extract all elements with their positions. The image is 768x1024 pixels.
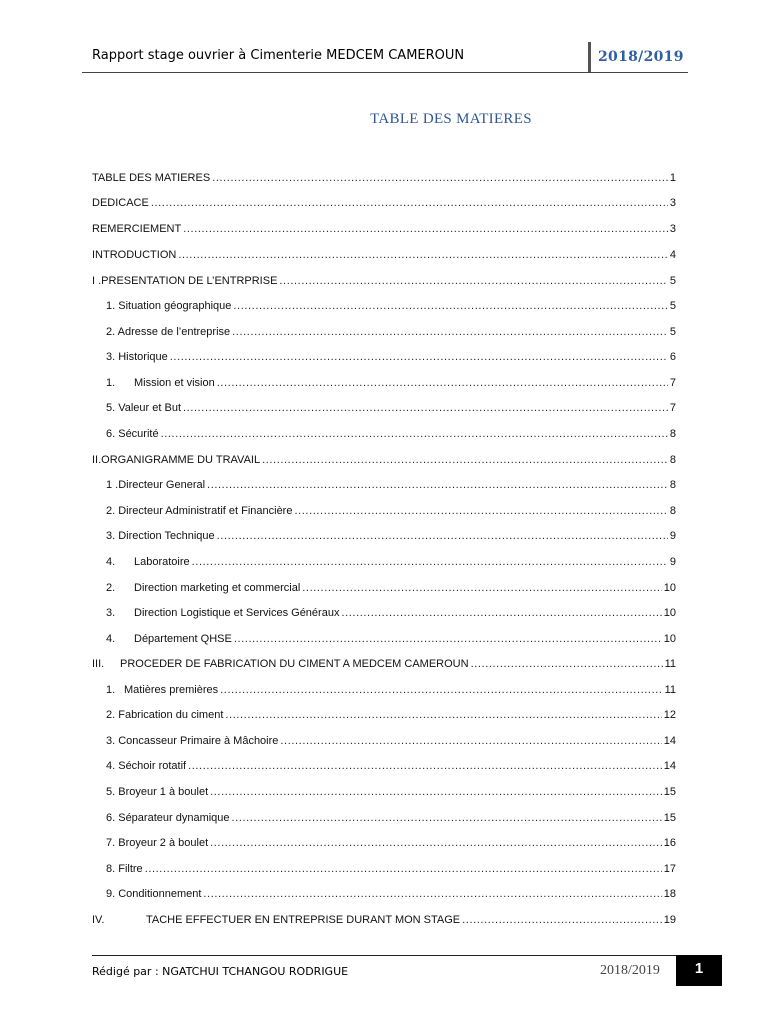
- toc-entry-label: 3. Historique: [106, 351, 168, 363]
- toc-entry[interactable]: [106, 503, 676, 519]
- toc-entry[interactable]: [106, 707, 676, 723]
- toc-entry[interactable]: [106, 810, 676, 826]
- toc-entry-page: 5: [669, 326, 676, 338]
- toc-entry-label: 1. Situation géographique: [106, 300, 232, 312]
- toc-dot-leader: [302, 580, 661, 596]
- toc-entry-label: 6. Sécurité: [106, 428, 159, 440]
- toc-entry[interactable]: [106, 477, 676, 493]
- toc-entry-label: TABLE DES MATIERES: [92, 172, 211, 184]
- toc-entry-page: 10: [663, 607, 676, 619]
- toc-entry-page: 15: [663, 786, 676, 798]
- toc-entry-page: 3: [669, 223, 676, 235]
- toc-dot-leader: [170, 349, 668, 365]
- toc-entry-label: 2. Directeur Administratif et Financière: [106, 505, 293, 517]
- toc-entry-number: III.: [92, 658, 105, 670]
- toc-entry-number: 3.: [106, 607, 116, 619]
- toc-dot-leader: [192, 554, 668, 570]
- toc-entry-page: 6: [669, 351, 676, 363]
- toc-entry[interactable]: [106, 375, 676, 391]
- toc-entry-label: 7. Broyeur 2 à boulet: [106, 837, 209, 849]
- toc-entry-page: 11: [664, 658, 676, 670]
- toc-entry[interactable]: [106, 682, 676, 698]
- toc-entry-page: 12: [663, 709, 676, 721]
- toc-entry-label: Direction Logistique et Services Généraux: [134, 607, 340, 619]
- toc-dot-leader: [207, 477, 668, 493]
- toc-dot-leader: [232, 324, 668, 340]
- header-year: 2018/2019: [598, 49, 684, 65]
- toc-entry-label: 9. Conditionnement: [106, 888, 202, 900]
- toc-entry[interactable]: [106, 605, 676, 621]
- toc-dot-leader: [462, 912, 662, 928]
- toc-entry[interactable]: [92, 195, 676, 211]
- toc-dot-leader: [471, 656, 663, 672]
- toc-entry-label: 1 .Directeur General: [106, 479, 206, 491]
- toc-entry-number: 4.: [106, 633, 116, 645]
- footer-rule: [92, 955, 676, 956]
- toc-entry-label: I .PRESENTATION DE L’ENTRPRISE: [92, 275, 278, 287]
- toc-dot-leader: [262, 452, 668, 468]
- toc-entry[interactable]: [106, 733, 676, 749]
- toc-entry-label: 6. Séparateur dynamique: [106, 812, 230, 824]
- toc-entry-page: 15: [663, 812, 676, 824]
- toc-entry-page: 11: [664, 684, 676, 696]
- toc-entry-label: TACHE EFFECTUER EN ENTREPRISE DURANT MON STAGE: [146, 914, 461, 926]
- toc-entry-number: 4.: [106, 556, 116, 568]
- toc-dot-leader: [234, 631, 662, 647]
- toc-dot-leader: [151, 195, 668, 211]
- toc-entry-page: 1: [669, 172, 676, 184]
- toc-dot-leader: [203, 886, 661, 902]
- toc-entry[interactable]: [92, 221, 676, 237]
- toc-entry-page: 7: [669, 377, 676, 389]
- toc-entry-label: REMERCIEMENT: [92, 223, 182, 235]
- toc-entry-label: Direction marketing et commercial: [134, 582, 301, 594]
- toc-entry-number: 1.: [106, 377, 116, 389]
- toc-entry-page: 18: [663, 888, 676, 900]
- toc-dot-leader: [212, 170, 668, 186]
- toc-entry-label: PROCEDER DE FABRICATION DU CIMENT A MEDCEM CAMEROUN: [120, 658, 469, 670]
- toc-entry-label: 3. Direction Technique: [106, 530, 215, 542]
- toc-entry-number: 2.: [106, 582, 116, 594]
- toc-entry-label: 4. Séchoir rotatif: [106, 760, 187, 772]
- toc-entry-label: 5. Valeur et But: [106, 402, 182, 414]
- toc-dot-leader: [210, 835, 662, 851]
- toc-entry[interactable]: [92, 912, 676, 928]
- header-title: Rapport stage ouvrier à Cimenterie MEDCEM CAMEROUN: [92, 48, 465, 63]
- toc-dot-leader: [161, 426, 668, 442]
- toc-entry-page: 9: [669, 556, 676, 568]
- page-number: 1: [676, 955, 722, 986]
- toc-entry[interactable]: [106, 528, 676, 544]
- toc-entry-page: 8: [669, 428, 676, 440]
- toc-entry[interactable]: [92, 656, 676, 672]
- toc-entry-label: Matières premières: [124, 684, 219, 696]
- toc-entry-label: Mission et vision: [134, 377, 215, 389]
- toc-entry-page: 19: [663, 914, 676, 926]
- toc-entry[interactable]: [106, 580, 676, 596]
- header-separator: [588, 42, 591, 73]
- toc-entry[interactable]: [92, 247, 676, 263]
- toc-entry-label: 2. Fabrication du ciment: [106, 709, 224, 721]
- toc-entry-page: 3: [669, 197, 676, 209]
- toc-entry-label: INTRODUCTION: [92, 249, 177, 261]
- toc-entry-page: 5: [669, 275, 676, 287]
- toc-dot-leader: [217, 375, 668, 391]
- toc-entry-page: 10: [663, 582, 676, 594]
- toc-entry-label: DEDICACE: [92, 197, 149, 209]
- toc-entry-label: Département QHSE: [134, 633, 232, 645]
- toc-entry[interactable]: [106, 886, 676, 902]
- toc-entry-label: 5. Broyeur 1 à boulet: [106, 786, 209, 798]
- toc-entry-page: 8: [669, 505, 676, 517]
- toc-entry[interactable]: [106, 426, 676, 442]
- toc-dot-leader: [294, 503, 667, 519]
- toc-entry[interactable]: [106, 861, 676, 877]
- toc-entry-page: 16: [663, 837, 676, 849]
- header-rule: [82, 72, 688, 73]
- toc-entry-page: 14: [663, 735, 676, 747]
- toc-dot-leader: [188, 758, 662, 774]
- footer-author: Rédigé par : NGATCHUI TCHANGOU RODRIGUE: [92, 965, 349, 978]
- toc-dot-leader: [279, 273, 667, 289]
- toc-entry-label: 8. Filtre: [106, 863, 143, 875]
- toc-entry-label: II.ORGANIGRAMME DU TRAVAIL: [92, 454, 261, 466]
- footer-year: 2018/2019: [600, 963, 660, 978]
- toc-entry-page: 17: [663, 863, 676, 875]
- toc-entry-number: IV.: [92, 914, 105, 926]
- toc-entry[interactable]: [106, 784, 676, 800]
- toc-dot-leader: [145, 861, 662, 877]
- toc-dot-leader: [183, 221, 668, 237]
- toc-dot-leader: [225, 707, 661, 723]
- toc-dot-leader: [217, 528, 668, 544]
- toc-entry[interactable]: [92, 273, 676, 289]
- toc-heading: TABLE DES MATIERES: [370, 111, 532, 127]
- toc-entry-page: 8: [669, 479, 676, 491]
- toc-dot-leader: [341, 605, 661, 621]
- toc-dot-leader: [280, 733, 661, 749]
- toc-dot-leader: [210, 784, 662, 800]
- toc-entry[interactable]: [92, 452, 676, 468]
- toc-entry[interactable]: [106, 324, 676, 340]
- toc-dot-leader: [220, 682, 662, 698]
- toc-entry[interactable]: [106, 631, 676, 647]
- toc-entry[interactable]: [106, 400, 676, 416]
- toc-entry[interactable]: [106, 298, 676, 314]
- toc-entry-page: 8: [669, 454, 676, 466]
- toc-entry[interactable]: [106, 554, 676, 570]
- toc-dot-leader: [232, 810, 662, 826]
- toc-entry-page: 10: [663, 633, 676, 645]
- toc-entry-label: 3. Concasseur Primaire à Mâchoire: [106, 735, 279, 747]
- toc-entry[interactable]: [106, 758, 676, 774]
- toc-entry-page: 5: [669, 300, 676, 312]
- toc-entry[interactable]: [106, 349, 676, 365]
- toc-entry-page: 4: [669, 249, 676, 261]
- toc-dot-leader: [183, 400, 668, 416]
- toc-entry-page: 7: [669, 402, 676, 414]
- toc-entry[interactable]: [106, 835, 676, 851]
- toc-dot-leader: [233, 298, 667, 314]
- toc-entry-label: Laboratoire: [134, 556, 190, 568]
- toc-entry-page: 14: [663, 760, 676, 772]
- toc-entry-label: 2. Adresse de l’entreprise: [106, 326, 231, 338]
- toc-entry-page: 9: [669, 530, 676, 542]
- toc-entry-number: 1.: [106, 684, 116, 696]
- toc-dot-leader: [178, 247, 668, 263]
- toc-entry[interactable]: [92, 170, 676, 186]
